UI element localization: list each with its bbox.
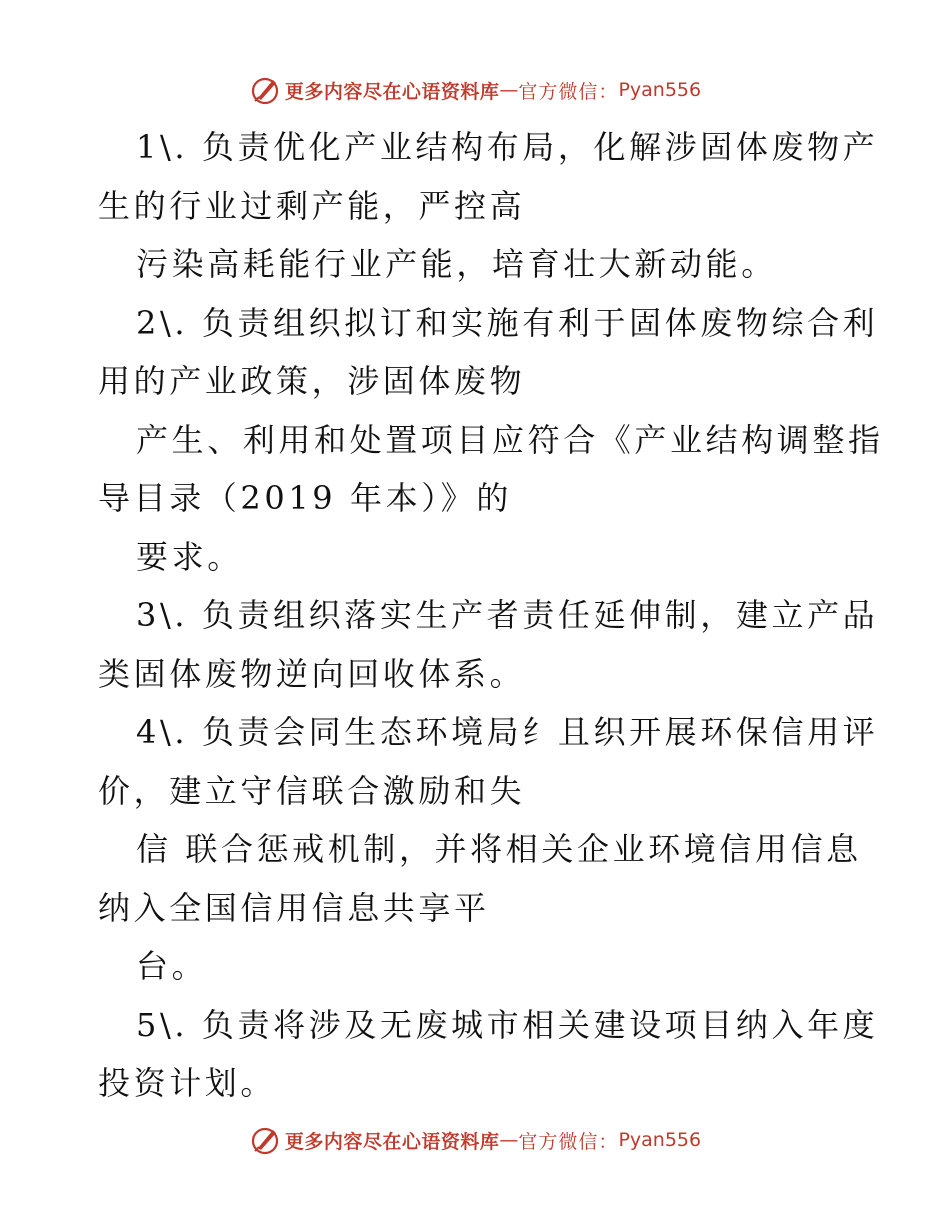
text-line-10: 类固体废物逆向回收体系。 bbox=[98, 654, 526, 693]
quill-logo-icon bbox=[249, 74, 281, 106]
text-line-8: 要求。 bbox=[136, 537, 243, 576]
text-line-16: 5\. 负责将涉及无废城市相关建设项目纳入年度 bbox=[136, 1005, 879, 1044]
banner-official-label: 官方微信： bbox=[518, 80, 619, 103]
text-line-1: 1\. 负责优化产业结构布局，化解涉固体废物产 bbox=[136, 128, 879, 166]
text-line-9: 3\. 负责组织落实生产者责任延伸制，建立产品 bbox=[136, 596, 879, 634]
banner-brand: 更多内容尽在心语资料库 bbox=[284, 1130, 500, 1153]
quill-logo-icon bbox=[249, 1124, 281, 1156]
text-line-12: 价，建立守信联合激励和失 bbox=[98, 771, 526, 810]
text-line-13: 信 联合惩戒机制，并将相关企业环境信用信息 bbox=[136, 830, 862, 868]
footer-banner bbox=[0, 1120, 950, 1160]
banner-wechat-id: Pyan556 bbox=[618, 79, 702, 101]
banner-brand: 更多内容尽在心语资料库 bbox=[284, 80, 500, 103]
banner-official-label: 官方微信： bbox=[518, 1130, 619, 1153]
text-line-5: 用的产业政策，涉固体废物 bbox=[98, 362, 526, 400]
document-body bbox=[98, 118, 884, 1113]
text-line-4: 2\. 负责组织拟订和实施有利于固体废物综合利 bbox=[136, 303, 879, 342]
text-line-3: 污染高耗能行业产能，培育壮大新动能。 bbox=[136, 245, 777, 283]
text-line-6: 产生、利用和处置项目应符合《产业结构调整指 bbox=[136, 420, 884, 459]
text-line-15: 台。 bbox=[136, 947, 208, 985]
text-line-14: 纳入全国信用信息共享平 bbox=[98, 888, 490, 927]
banner-wechat-id: Pyan556 bbox=[618, 1129, 702, 1151]
text-line-7: 导目录（2019 年本）》的 bbox=[98, 479, 513, 517]
banner-dash: — bbox=[499, 1129, 519, 1151]
header-banner bbox=[0, 70, 950, 110]
text-line-11: 4\. 负责会同生态环境局纟且织开展环保信用评 bbox=[136, 713, 879, 751]
banner-dash: — bbox=[499, 79, 519, 101]
text-line-17: 投资计划。 bbox=[98, 1064, 277, 1102]
text-line-2: 生的行业过剩产能，严控高 bbox=[98, 186, 526, 225]
